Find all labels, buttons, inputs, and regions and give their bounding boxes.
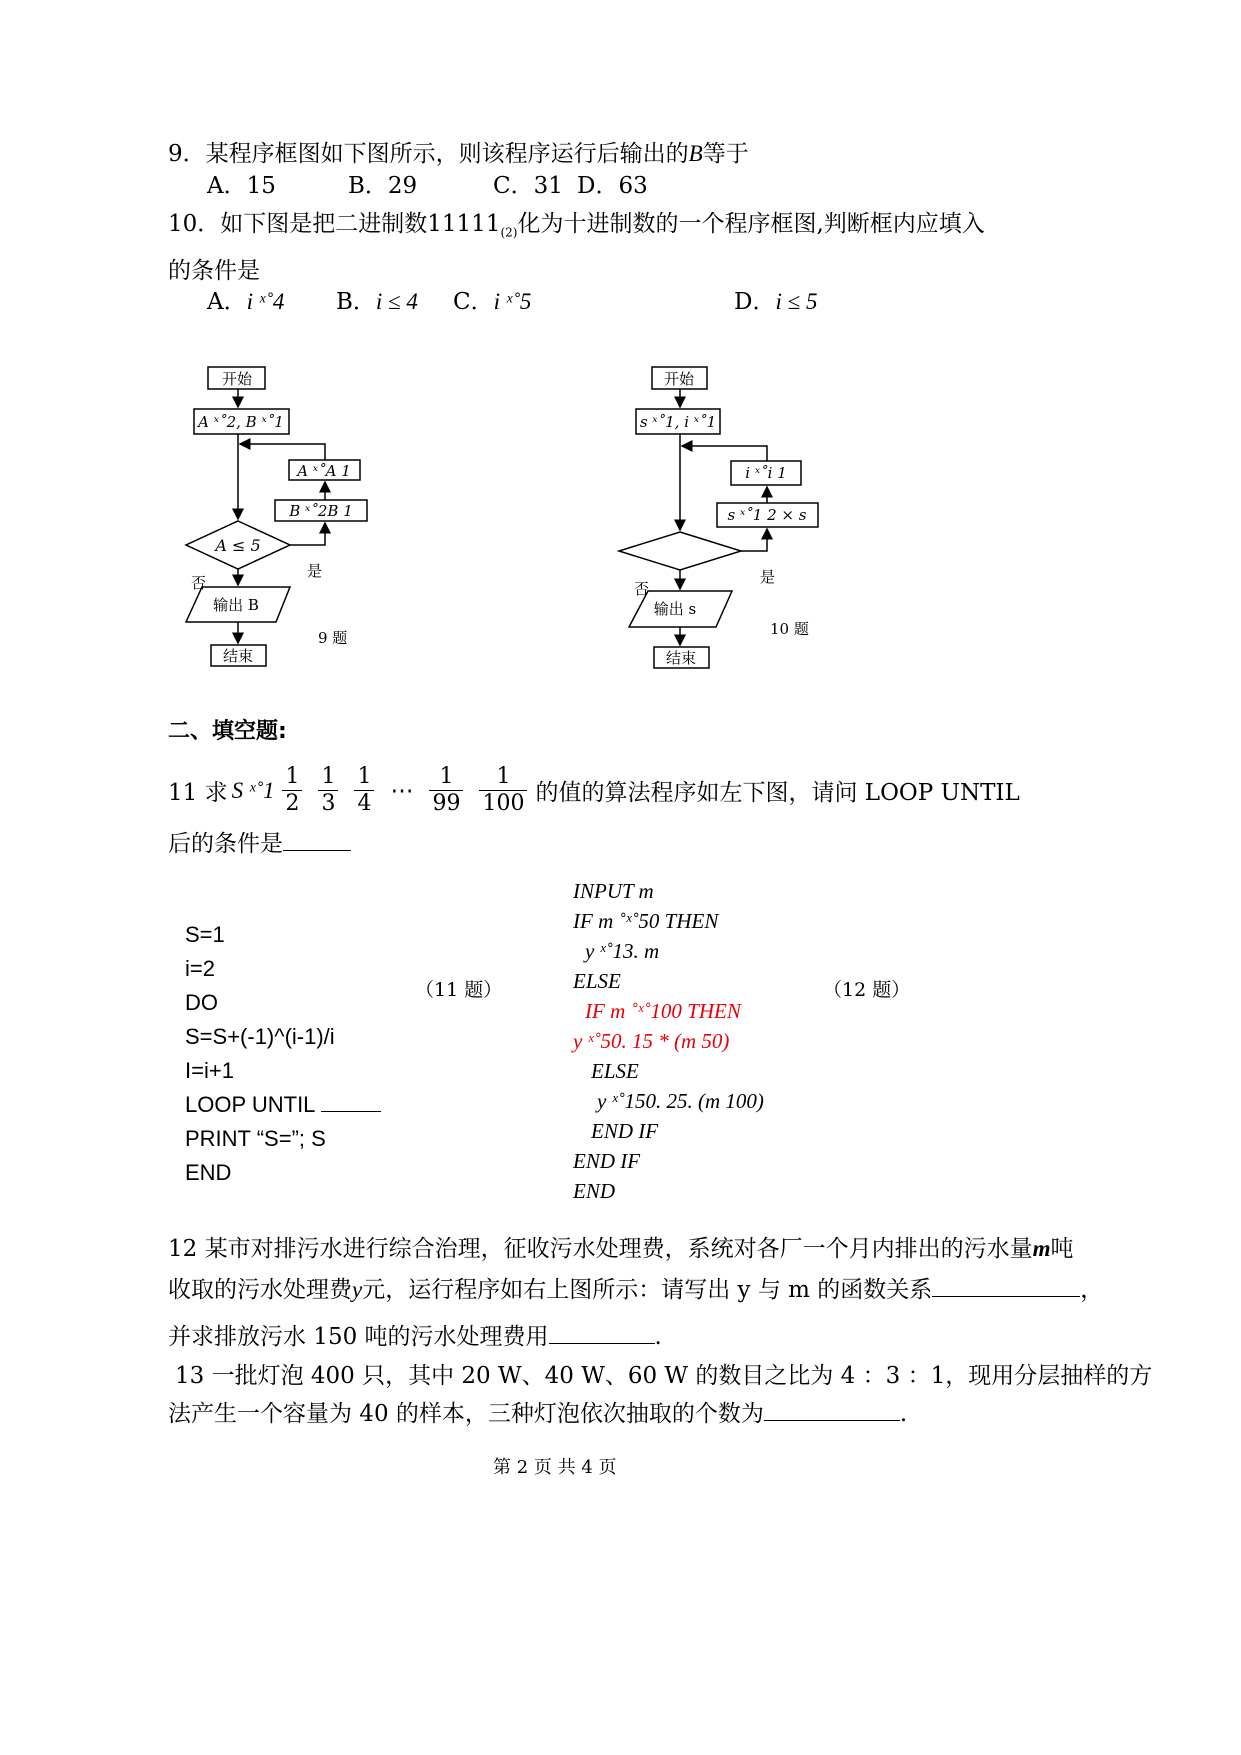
q12-code-line-red: IF m ˚ˣ˚100 THEN [585, 999, 741, 1023]
q13-line1: 13 一批灯泡 400 只，其中 20 W、40 W、60 W 的数目之比为 4 ：3 ：1，现用分层抽样的方 [175, 1363, 1153, 1389]
q9-var: B [688, 141, 703, 166]
q11-frac-99 [429, 764, 463, 817]
q12-code-line: END IF [591, 1119, 659, 1143]
q12-code-line: INPUT m [573, 879, 654, 903]
q12-code-line: END [573, 1179, 615, 1203]
fc9-output-label: 输出 B [213, 596, 259, 614]
q11-frac-100-den: 100 [482, 791, 525, 816]
q11-frac-2-num: 1 [318, 764, 338, 791]
q9-number: 9． [168, 141, 206, 167]
q12-line3-text: 并求排放污水 150 吨的污水处理费用 [168, 1324, 549, 1350]
fc10-start-label: 开始 [663, 370, 695, 388]
fc10-no-label: 否 [634, 580, 650, 598]
q11-frac-3-num: 1 [354, 764, 374, 791]
fc10-output-label: 输出 s [653, 600, 697, 618]
q10-option-a [207, 283, 284, 316]
q11-frac-100-num: 1 [479, 764, 527, 791]
q10-stem-a: 如下图是把二进制数11111 [220, 211, 501, 237]
fc10-caption: 10 题 [770, 620, 809, 638]
fc10-update-s-label: s ˣ˚1 2 × s [727, 506, 807, 524]
q11-code-line: I=i+1 [185, 1058, 234, 1083]
q9-stem-end: 等于 [702, 141, 749, 167]
q12-code-block [573, 876, 764, 1206]
q12-line1 [168, 1230, 1073, 1263]
q12-line3-end: . [654, 1324, 662, 1350]
q11-answer-blank[interactable] [283, 828, 351, 851]
q11-code-line: S=1 [185, 922, 225, 947]
q10-option-b [336, 283, 418, 316]
fc10-update-i-label: i ˣ˚i 1 [745, 464, 787, 482]
fc9-caption: 9 题 [318, 629, 348, 647]
flowchart-q9 [180, 360, 380, 680]
q12-code-line: ELSE [573, 969, 621, 993]
q11-code-line: DO [185, 990, 218, 1015]
q13-line2-text: 法产生一个容量为 40 的样本，三种灯泡依次抽取的个数为 [168, 1401, 764, 1427]
q11-frac-2-den: 3 [321, 791, 336, 816]
q12-line2-a: 收取的污水处理费 [168, 1277, 352, 1303]
q12-line1-end: 吨 [1050, 1236, 1074, 1262]
q10-stem-c: 的条件是 [168, 258, 260, 284]
q10-option-b-text: i ≤ 4 [375, 289, 418, 314]
fc9-condition-label: A ≤ 5 [215, 536, 261, 555]
q12-code-line: END IF [573, 1149, 641, 1173]
fc10-init-label: s ˣ˚1, i ˣ˚1 [639, 413, 717, 431]
q11-line2 [168, 825, 351, 858]
q10-option-d [734, 283, 817, 316]
q9-option-b: B．29 [348, 173, 418, 199]
q10-stem-b: 化为十进制数的一个程序框图,判断框内应填入 [517, 211, 985, 237]
fc9-start-label: 开始 [221, 370, 253, 388]
q11-code-blank[interactable] [321, 1093, 381, 1112]
q9-option-a: A．15 [207, 173, 276, 199]
q12-fee-blank[interactable] [549, 1321, 655, 1344]
q13-line2-end: . [899, 1401, 908, 1427]
q12-var-y: y [352, 1277, 363, 1302]
fc9-update-b-label: B ˣ˚2B 1 [289, 502, 353, 520]
q11-code-line: PRINT “S=”; S [185, 1126, 326, 1151]
q11-frac-2 [318, 764, 338, 817]
q10-stem [168, 205, 985, 240]
q12-line3 [168, 1318, 662, 1351]
q11-code-loop-text: LOOP UNTIL [185, 1092, 315, 1117]
q11-code-line-loop [185, 1088, 381, 1122]
q11-code-line: S=S+(-1)^(i-1)/i [185, 1024, 335, 1049]
q12-line2-b: 元，运行程序如右上图所示：请写出 y 与 m 的函数关系 [362, 1277, 933, 1303]
q10-option-c [453, 283, 531, 316]
q11-suffix: 的值的算法程序如左下图，请问 LOOP UNTIL [535, 780, 1020, 806]
q12-var-m: m [1032, 1236, 1051, 1261]
q9-stem [168, 135, 749, 168]
q11-frac-3-den: 4 [357, 791, 372, 816]
q10-number: 10． [168, 211, 221, 237]
q11-code-block [185, 918, 381, 1190]
q11-frac-99-num: 1 [429, 764, 463, 791]
q11-code-line: i=2 [185, 956, 215, 981]
q9-option-c: C．31 [493, 173, 563, 199]
q10-option-c-letter: C． [453, 289, 494, 315]
q12-code-line: IF m ˚ˣ˚50 THEN [573, 909, 719, 933]
fc10-end-label: 结束 [665, 649, 697, 667]
fc9-yes-label: 是 [307, 562, 323, 580]
q12-code-caption: （12 题） [823, 979, 911, 1001]
q11-code-caption: （11 题） [415, 979, 503, 1001]
q11-frac-100 [479, 764, 527, 817]
q12-line1-text: 12 某市对排污水进行综合治理，征收污水处理费，系统对各厂一个月内排出的污水量 [168, 1236, 1033, 1262]
q10-option-c-text: i ˣ˚5 [493, 289, 532, 314]
section-heading: 二、填空题: [168, 719, 287, 744]
q10-option-d-letter: D． [734, 289, 776, 315]
q9-stem-text: 某程序框图如下图所示，则该程序运行后输出的 [205, 141, 689, 167]
q10-option-a-letter: A． [207, 289, 247, 315]
fc9-update-a-label: A ˣ˚A 1 [297, 462, 351, 480]
q10-option-b-letter: B． [336, 289, 376, 315]
q11-stem [168, 764, 1020, 817]
page-footer: 第 2 页 共 4 页 [493, 1457, 617, 1478]
q12-code-line-red: y ˣ˚50. 15 * (m 50) [573, 1029, 730, 1053]
fc10-yes-label: 是 [760, 568, 776, 586]
q11-frac-1-num: 1 [282, 764, 302, 791]
q12-line2 [168, 1271, 1103, 1304]
q12-function-blank[interactable] [932, 1274, 1080, 1297]
fc9-no-label: 否 [191, 574, 207, 592]
fc10-decision [619, 532, 741, 570]
fc9-init-label: A ˣ˚2, B ˣ˚1 [198, 413, 284, 431]
q13-answer-blank[interactable] [764, 1398, 900, 1421]
q10-option-a-text: i ˣ˚4 [246, 289, 285, 314]
q11-dots: ⋯ [390, 777, 414, 804]
q12-code-line: ELSE [591, 1059, 639, 1083]
q10-option-d-text: i ≤ 5 [775, 289, 818, 314]
flowchart-q10 [615, 360, 835, 680]
q11-frac-1 [282, 764, 302, 817]
q11-frac-99-den: 99 [432, 791, 461, 816]
q9-option-d: D．63 [577, 173, 648, 199]
q11-line2-text: 后的条件是 [168, 831, 283, 857]
q11-frac-3 [354, 764, 374, 817]
fc9-end-label: 结束 [222, 647, 254, 665]
q10-subscript: (2) [500, 225, 518, 240]
q11-expr-lead: S ˣ˚1 [231, 777, 275, 803]
q11-code-line: END [185, 1160, 232, 1185]
q11-prefix: 11 求 [168, 780, 228, 806]
q12-line2-end: ， [1080, 1277, 1104, 1303]
q12-code-line: y ˣ˚150. 25. (m 100) [597, 1089, 764, 1113]
q12-code-line: y ˣ˚13. m [585, 939, 660, 963]
q11-frac-1-den: 2 [285, 791, 300, 816]
q13-line2 [168, 1395, 907, 1428]
